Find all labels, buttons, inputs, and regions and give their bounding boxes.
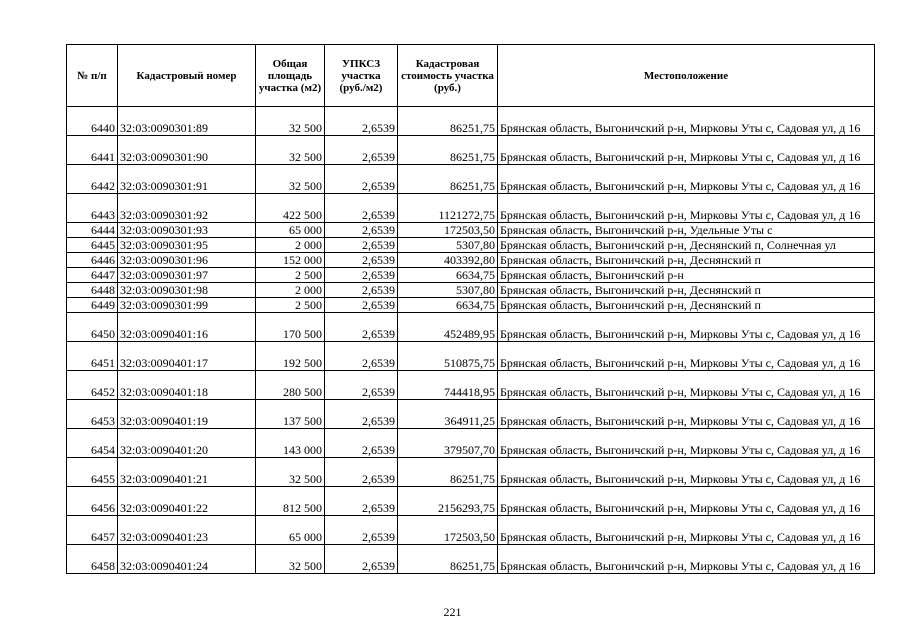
cadastral-cost-cell: 86251,75 <box>398 107 498 136</box>
cadastral-cost-cell: 6634,75 <box>398 268 498 283</box>
location-cell: Брянская область, Выгоничский р-н, Мирковы Уты с, Садовая ул, д 16 <box>498 342 875 371</box>
upksz-cell: 2,6539 <box>325 298 398 313</box>
upksz-cell: 2,6539 <box>325 283 398 298</box>
area-cell: 32 500 <box>256 545 325 574</box>
location-cell: Брянская область, Выгоничский р-н, Деснянский п <box>498 283 875 298</box>
location-cell: Брянская область, Выгоничский р-н, Удельные Уты с <box>498 223 875 238</box>
cadastral-number-cell: 32:03:0090301:91 <box>118 165 256 194</box>
location-cell: Брянская область, Выгоничский р-н, Мирковы Уты с, Садовая ул, д 16 <box>498 400 875 429</box>
row-number-cell: 6453 <box>67 400 118 429</box>
area-cell: 32 500 <box>256 107 325 136</box>
table-row <box>67 516 875 545</box>
upksz-cell: 2,6539 <box>325 400 398 429</box>
upksz-cell: 2,6539 <box>325 194 398 223</box>
cadastral-cost-cell: 5307,80 <box>398 238 498 253</box>
cadastral-cost-cell: 86251,75 <box>398 545 498 574</box>
cadastral-cost-cell: 2156293,75 <box>398 487 498 516</box>
row-number-cell: 6445 <box>67 238 118 253</box>
area-cell: 2 500 <box>256 268 325 283</box>
location-cell: Брянская область, Выгоничский р-н <box>498 268 875 283</box>
cadastral-number-cell: 32:03:0090301:92 <box>118 194 256 223</box>
cadastral-number-cell: 32:03:0090401:24 <box>118 545 256 574</box>
row-number-cell: 6456 <box>67 487 118 516</box>
upksz-cell: 2,6539 <box>325 136 398 165</box>
area-cell: 812 500 <box>256 487 325 516</box>
header-location: Местоположение <box>498 45 875 107</box>
row-number-cell: 6458 <box>67 545 118 574</box>
row-number-cell: 6448 <box>67 283 118 298</box>
location-cell: Брянская область, Выгоничский р-н, Мирковы Уты с, Садовая ул, д 16 <box>498 487 875 516</box>
cadastral-cost-cell: 172503,50 <box>398 223 498 238</box>
cadastral-number-cell: 32:03:0090401:19 <box>118 400 256 429</box>
table-row <box>67 298 875 313</box>
row-number-cell: 6457 <box>67 516 118 545</box>
cadastral-number-cell: 32:03:0090301:98 <box>118 283 256 298</box>
location-cell: Брянская область, Выгоничский р-н, Мирковы Уты с, Садовая ул, д 16 <box>498 165 875 194</box>
cadastral-number-cell: 32:03:0090401:18 <box>118 371 256 400</box>
cadastral-cost-cell: 744418,95 <box>398 371 498 400</box>
location-cell: Брянская область, Выгоничский р-н, Мирковы Уты с, Садовая ул, д 16 <box>498 458 875 487</box>
upksz-cell: 2,6539 <box>325 165 398 194</box>
upksz-cell: 2,6539 <box>325 268 398 283</box>
upksz-cell: 2,6539 <box>325 458 398 487</box>
row-number-cell: 6444 <box>67 223 118 238</box>
table-row <box>67 253 875 268</box>
area-cell: 422 500 <box>256 194 325 223</box>
table-row <box>67 165 875 194</box>
cadastral-number-cell: 32:03:0090301:89 <box>118 107 256 136</box>
row-number-cell: 6442 <box>67 165 118 194</box>
location-cell: Брянская область, Выгоничский р-н, Деснянский п <box>498 298 875 313</box>
area-cell: 137 500 <box>256 400 325 429</box>
area-cell: 32 500 <box>256 136 325 165</box>
cadastral-number-cell: 32:03:0090401:23 <box>118 516 256 545</box>
area-cell: 65 000 <box>256 516 325 545</box>
table-row <box>67 107 875 136</box>
location-cell: Брянская область, Выгоничский р-н, Мирковы Уты с, Садовая ул, д 16 <box>498 429 875 458</box>
area-cell: 2 000 <box>256 238 325 253</box>
cadastral-number-cell: 32:03:0090301:95 <box>118 238 256 253</box>
area-cell: 65 000 <box>256 223 325 238</box>
location-cell: Брянская область, Выгоничский р-н, Мирковы Уты с, Садовая ул, д 16 <box>498 136 875 165</box>
upksz-cell: 2,6539 <box>325 487 398 516</box>
cadastral-number-cell: 32:03:0090301:96 <box>118 253 256 268</box>
table-row <box>67 194 875 223</box>
cadastral-cost-cell: 403392,80 <box>398 253 498 268</box>
table-row <box>67 223 875 238</box>
row-number-cell: 6450 <box>67 313 118 342</box>
table-row <box>67 268 875 283</box>
cadastral-cost-cell: 1121272,75 <box>398 194 498 223</box>
cadastral-number-cell: 32:03:0090401:16 <box>118 313 256 342</box>
row-number-cell: 6447 <box>67 268 118 283</box>
table-row <box>67 545 875 574</box>
cadastral-cost-cell: 5307,80 <box>398 283 498 298</box>
row-number-cell: 6454 <box>67 429 118 458</box>
row-number-cell: 6440 <box>67 107 118 136</box>
location-cell: Брянская область, Выгоничский р-н, Мирковы Уты с, Садовая ул, д 16 <box>498 371 875 400</box>
cadastral-number-cell: 32:03:0090401:20 <box>118 429 256 458</box>
table-row <box>67 400 875 429</box>
upksz-cell: 2,6539 <box>325 429 398 458</box>
header-area: Общая площадь участка (м2) <box>256 45 325 107</box>
row-number-cell: 6441 <box>67 136 118 165</box>
cadastral-cost-cell: 6634,75 <box>398 298 498 313</box>
header-cadastral-cost: Кадастровая стоимость участка (руб.) <box>398 45 498 107</box>
header-cadastral-number: Кадастровый номер <box>118 45 256 107</box>
location-cell: Брянская область, Выгоничский р-н, Мирковы Уты с, Садовая ул, д 16 <box>498 313 875 342</box>
cadastral-cost-cell: 364911,25 <box>398 400 498 429</box>
upksz-cell: 2,6539 <box>325 516 398 545</box>
table-row <box>67 342 875 371</box>
location-cell: Брянская область, Выгоничский р-н, Мирковы Уты с, Садовая ул, д 16 <box>498 194 875 223</box>
location-cell: Брянская область, Выгоничский р-н, Деснянский п, Солнечная ул <box>498 238 875 253</box>
cadastral-cost-cell: 379507,70 <box>398 429 498 458</box>
upksz-cell: 2,6539 <box>325 313 398 342</box>
location-cell: Брянская область, Выгоничский р-н, Мирковы Уты с, Садовая ул, д 16 <box>498 516 875 545</box>
upksz-cell: 2,6539 <box>325 342 398 371</box>
area-cell: 2 000 <box>256 283 325 298</box>
row-number-cell: 6443 <box>67 194 118 223</box>
header-row-number: № п/п <box>67 45 118 107</box>
table-row <box>67 136 875 165</box>
table-row <box>67 283 875 298</box>
page-number: 221 <box>443 605 462 619</box>
table-header-row <box>67 45 875 107</box>
area-cell: 143 000 <box>256 429 325 458</box>
area-cell: 32 500 <box>256 458 325 487</box>
cadastral-cost-cell: 510875,75 <box>398 342 498 371</box>
cadastral-number-cell: 32:03:0090301:93 <box>118 223 256 238</box>
row-number-cell: 6449 <box>67 298 118 313</box>
upksz-cell: 2,6539 <box>325 238 398 253</box>
table-row <box>67 238 875 253</box>
row-number-cell: 6452 <box>67 371 118 400</box>
area-cell: 280 500 <box>256 371 325 400</box>
cadastral-number-cell: 32:03:0090301:99 <box>118 298 256 313</box>
cadastral-number-cell: 32:03:0090301:90 <box>118 136 256 165</box>
cadastral-number-cell: 32:03:0090301:97 <box>118 268 256 283</box>
cadastral-number-cell: 32:03:0090401:17 <box>118 342 256 371</box>
cadastral-number-cell: 32:03:0090401:21 <box>118 458 256 487</box>
table-row <box>67 458 875 487</box>
cadastral-cost-cell: 86251,75 <box>398 136 498 165</box>
cadastral-table <box>66 44 875 574</box>
area-cell: 170 500 <box>256 313 325 342</box>
cadastral-number-cell: 32:03:0090401:22 <box>118 487 256 516</box>
upksz-cell: 2,6539 <box>325 545 398 574</box>
cadastral-cost-cell: 86251,75 <box>398 458 498 487</box>
location-cell: Брянская область, Выгоничский р-н, Мирковы Уты с, Садовая ул, д 16 <box>498 107 875 136</box>
table-body <box>67 107 875 574</box>
cadastral-cost-cell: 86251,75 <box>398 165 498 194</box>
row-number-cell: 6455 <box>67 458 118 487</box>
table-row <box>67 313 875 342</box>
area-cell: 32 500 <box>256 165 325 194</box>
header-upksz: УПКСЗ участка (руб./м2) <box>325 45 398 107</box>
area-cell: 192 500 <box>256 342 325 371</box>
upksz-cell: 2,6539 <box>325 107 398 136</box>
row-number-cell: 6446 <box>67 253 118 268</box>
table-row <box>67 429 875 458</box>
row-number-cell: 6451 <box>67 342 118 371</box>
upksz-cell: 2,6539 <box>325 223 398 238</box>
area-cell: 152 000 <box>256 253 325 268</box>
table-row <box>67 371 875 400</box>
area-cell: 2 500 <box>256 298 325 313</box>
location-cell: Брянская область, Выгоничский р-н, Деснянский п <box>498 253 875 268</box>
table-row <box>67 487 875 516</box>
location-cell: Брянская область, Выгоничский р-н, Мирковы Уты с, Садовая ул, д 16 <box>498 545 875 574</box>
upksz-cell: 2,6539 <box>325 253 398 268</box>
upksz-cell: 2,6539 <box>325 371 398 400</box>
cadastral-cost-cell: 172503,50 <box>398 516 498 545</box>
cadastral-cost-cell: 452489,95 <box>398 313 498 342</box>
